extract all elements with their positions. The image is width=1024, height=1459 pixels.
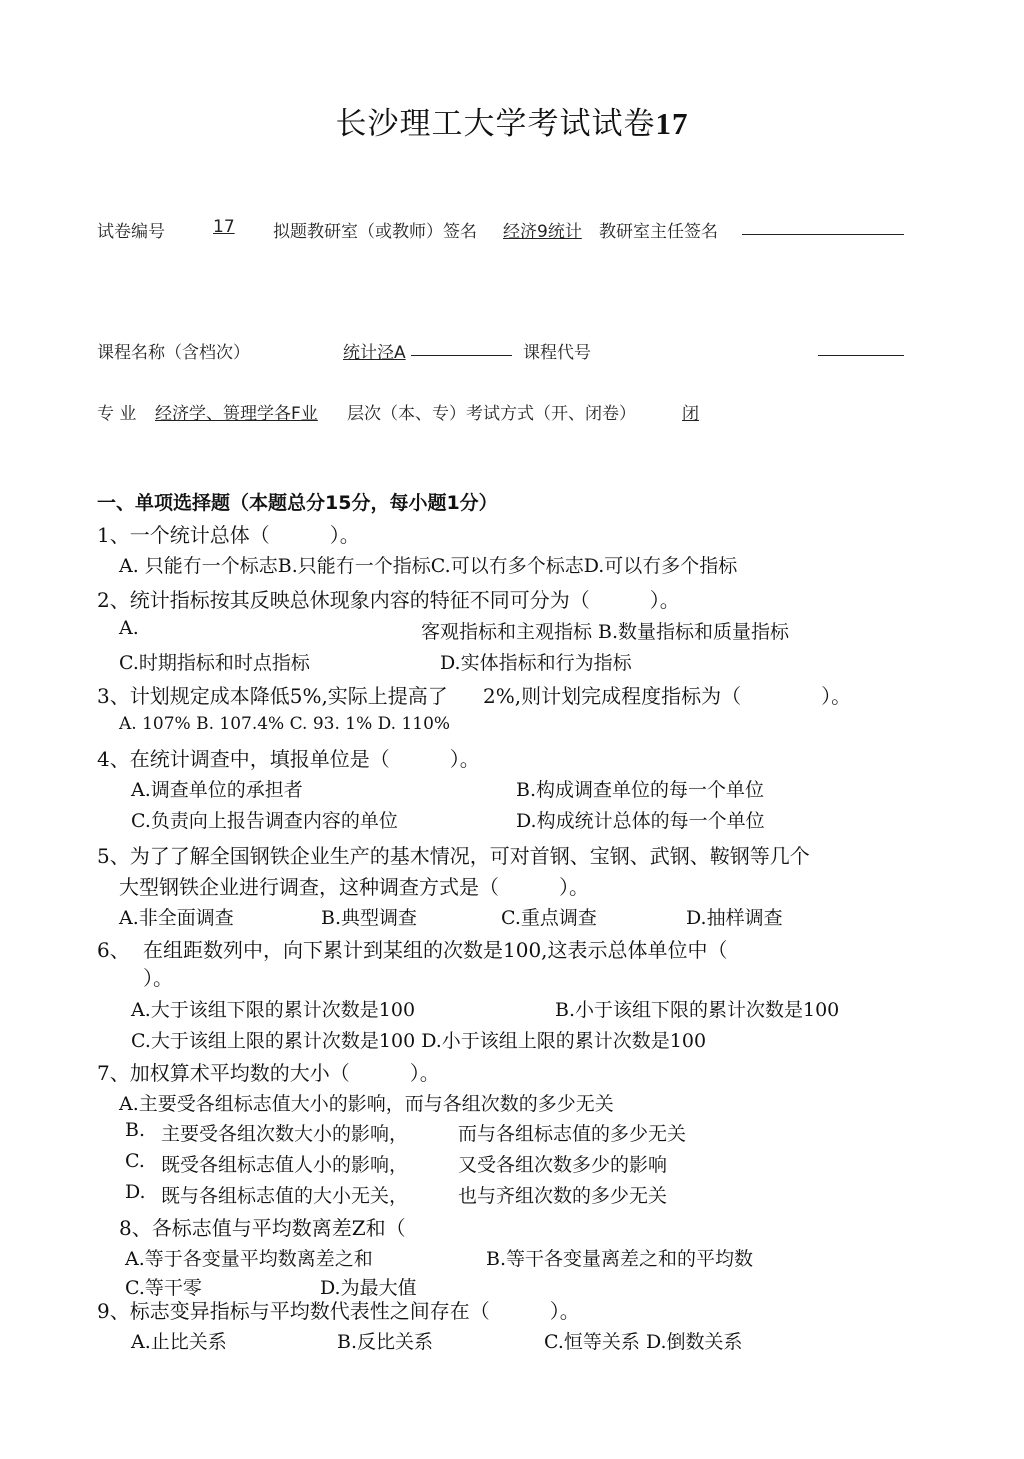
- question-9-options-cd: C.恒等关系 D.倒数关系: [544, 1331, 743, 1353]
- major-value: 经济学、篑理学各F业: [155, 404, 318, 424]
- page-title: [0, 98, 1024, 143]
- question-9: 9、标志变异指标与平均数代表性之间存在（ ）。: [97, 1299, 580, 1323]
- question-7-option-b-label: B.: [125, 1119, 146, 1141]
- setter-label: 拟题教研室（或教师）签名: [273, 222, 477, 242]
- question-4-option-b: B.构成调查单位的每一个单位: [516, 779, 765, 801]
- director-signature-line: [742, 234, 904, 235]
- question-9-option-a: A.止比关系: [131, 1331, 227, 1353]
- paper-no-label: 试卷编号: [97, 222, 165, 242]
- title-number: 17: [655, 106, 689, 141]
- question-7: 7、加权算术平均数的大小（ ）。: [97, 1061, 440, 1085]
- question-3-cont: 2%,则计划完成程度指标为（ ）。: [483, 684, 852, 708]
- question-5-line1: 5、为了了解全国钢铁企业生产的基木情况，可对首钢、宝钢、武钢、鞍钢等几个: [97, 844, 810, 868]
- question-7-option-a: A.主要受各组标志值大小的影响，而与各组次数的多少无关: [119, 1093, 614, 1115]
- question-5-option-a: A.非全面调查: [119, 907, 234, 929]
- question-6-line1: 在组距数列中，向下累计到某组的次数是100,这表示总体单位中（: [143, 938, 728, 962]
- question-1-options: A. 只能冇一个标志B.只能冇一个指标C.可以冇多个标志D.可以冇多个指标: [119, 555, 738, 577]
- question-8-option-a: A.等于各变量平均数离差之和: [125, 1248, 373, 1270]
- question-5-line2: 大型钢铁企业进行调查，这种调查方式是（ ）。: [119, 875, 589, 899]
- question-6-option-a: A.大于该组下限的累计次数是100: [131, 999, 416, 1021]
- question-8-option-c: C.等干零: [125, 1277, 202, 1299]
- question-4: 4、在统计调查中，填报单位是（ ）。: [97, 747, 480, 771]
- question-4-option-d: D.构成统计总体的每一个单位: [516, 810, 765, 832]
- director-label: 教研室主任签名: [599, 222, 718, 242]
- question-3: 3、计划规定成本降低5%,实际上提高了: [97, 684, 448, 708]
- question-7-option-d-part1: 既与各组标志值的大小无关，: [161, 1185, 409, 1207]
- question-2-option-c: C.时期指标和时点指标: [119, 652, 310, 674]
- question-3-options: A. 107% B. 107.4% C. 93. 1% D. 110%: [119, 714, 451, 734]
- question-2-option-d: D.实体指标和行为指标: [440, 652, 632, 674]
- question-5-option-b: B.典型调查: [321, 907, 418, 929]
- question-2: 2、统计指标按其反映总休现象内容的特征不同可分为（ ）。: [97, 588, 680, 612]
- course-label: 课程名称（含档次）: [97, 343, 250, 363]
- question-7-option-c-part1: 既受各组标志值人小的影响，: [161, 1154, 409, 1176]
- question-8: 8、各标志值与平均数离差Z和（: [119, 1216, 406, 1240]
- paper-no-value: 17: [213, 217, 235, 237]
- question-2-options-ab: 客观指标和主观指标 B.数量指标和质量指标: [421, 621, 790, 643]
- question-6-options-cd: C.大于该组上限的累计次数是100 D.小于该组上限的累计次数是100: [131, 1030, 707, 1052]
- question-6-number: 6、: [97, 938, 130, 962]
- exam-mode-value: 闭: [682, 404, 699, 424]
- question-5-option-c: C.重点调查: [501, 907, 597, 929]
- question-9-option-b: B.反比关系: [337, 1331, 434, 1353]
- question-7-option-b-part1: 主要受各组次数大小的影响，: [161, 1123, 409, 1145]
- major-label: 专 业: [97, 404, 137, 424]
- title-text: 长沙理工大学考试试卷: [335, 106, 656, 142]
- question-6-option-b: B.小于该组下限的累计次数是100: [555, 999, 840, 1021]
- course-value: 统计泾A: [343, 343, 406, 363]
- question-2-option-a-label: A.: [119, 617, 139, 639]
- code-line: [818, 355, 904, 356]
- question-1: 1、一个统计总体（ ）。: [97, 523, 360, 547]
- question-8-option-b: B.等干各变量离差之和的平均数: [486, 1248, 754, 1270]
- question-5-option-d: D.抽样调查: [686, 907, 783, 929]
- section-heading: 一、单项选择题（本题总分15分，每小题1分）: [97, 492, 498, 514]
- question-4-option-c: C.负责向上报告调查内容的单位: [131, 810, 398, 832]
- setter-value: 经济9统计: [503, 222, 582, 242]
- question-7-option-b-part2: 而与各组标志值的多少无关: [458, 1123, 687, 1145]
- course-line: [411, 355, 512, 356]
- code-label: 课程代号: [523, 343, 591, 363]
- question-6-line2: ）。: [143, 966, 173, 990]
- question-4-option-a: A.调查单位的承担者: [131, 779, 303, 801]
- question-7-option-d-part2: 也与齐组次数的多少无关: [458, 1185, 668, 1207]
- level-label: 层次（本、专）考试方式（开、闭卷）: [347, 404, 636, 424]
- question-7-option-c-part2: 又受各组次数多少的影响: [458, 1154, 668, 1176]
- question-8-option-d: D.为最大值: [320, 1277, 417, 1299]
- question-7-option-d-label: D.: [125, 1181, 146, 1203]
- question-7-option-c-label: C.: [125, 1150, 145, 1172]
